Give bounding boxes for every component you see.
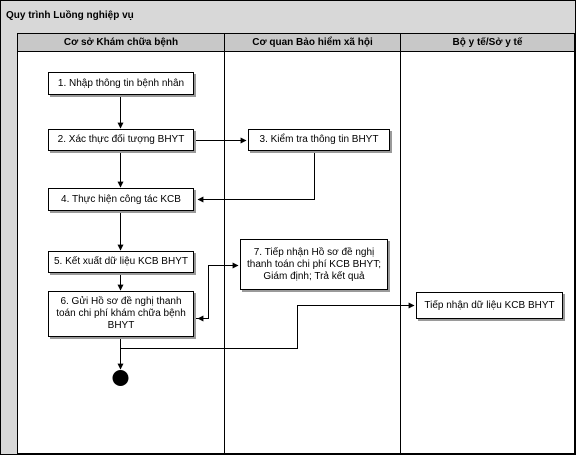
lane-header-bhxh: Cơ quan Bảo hiểm xã hội xyxy=(252,36,373,48)
node-ket-xuat: 5. Kết xuất dữ liệu KCB BHYT xyxy=(48,251,194,273)
node-gui-ho-so: 6. Gửi Hồ sơ đề nghị thanh toán chi phí khám chữa bệnh BHYT xyxy=(48,291,194,337)
node-nhap-thong-tin: 1. Nhập thông tin bệnh nhân xyxy=(48,72,194,95)
lane-header-byt: Bộ y tế/Sở y tế xyxy=(452,36,523,48)
diagram-title: Quy trình Luồng nghiệp vụ xyxy=(6,10,134,21)
node-xac-thuc: 2. Xác thực đối tượng BHYT xyxy=(48,129,194,151)
lane-header-kcb: Cơ sở Khám chữa bệnh xyxy=(63,36,179,48)
node-tiep-nhan-du-lieu: Tiếp nhận dữ liệu KCB BHYT xyxy=(416,292,563,319)
node-kiem-tra: 3. Kiểm tra thông tin BHYT xyxy=(248,129,390,151)
node-thuc-hien-kcb: 4. Thực hiện công tác KCB xyxy=(48,188,194,211)
node-tiep-nhan-ho-so: 7. Tiếp nhận Hồ sơ đề nghị thanh toán chi phí KCB BHYT; Giám định; Trả kết quả xyxy=(240,239,388,290)
end-node xyxy=(113,370,129,386)
